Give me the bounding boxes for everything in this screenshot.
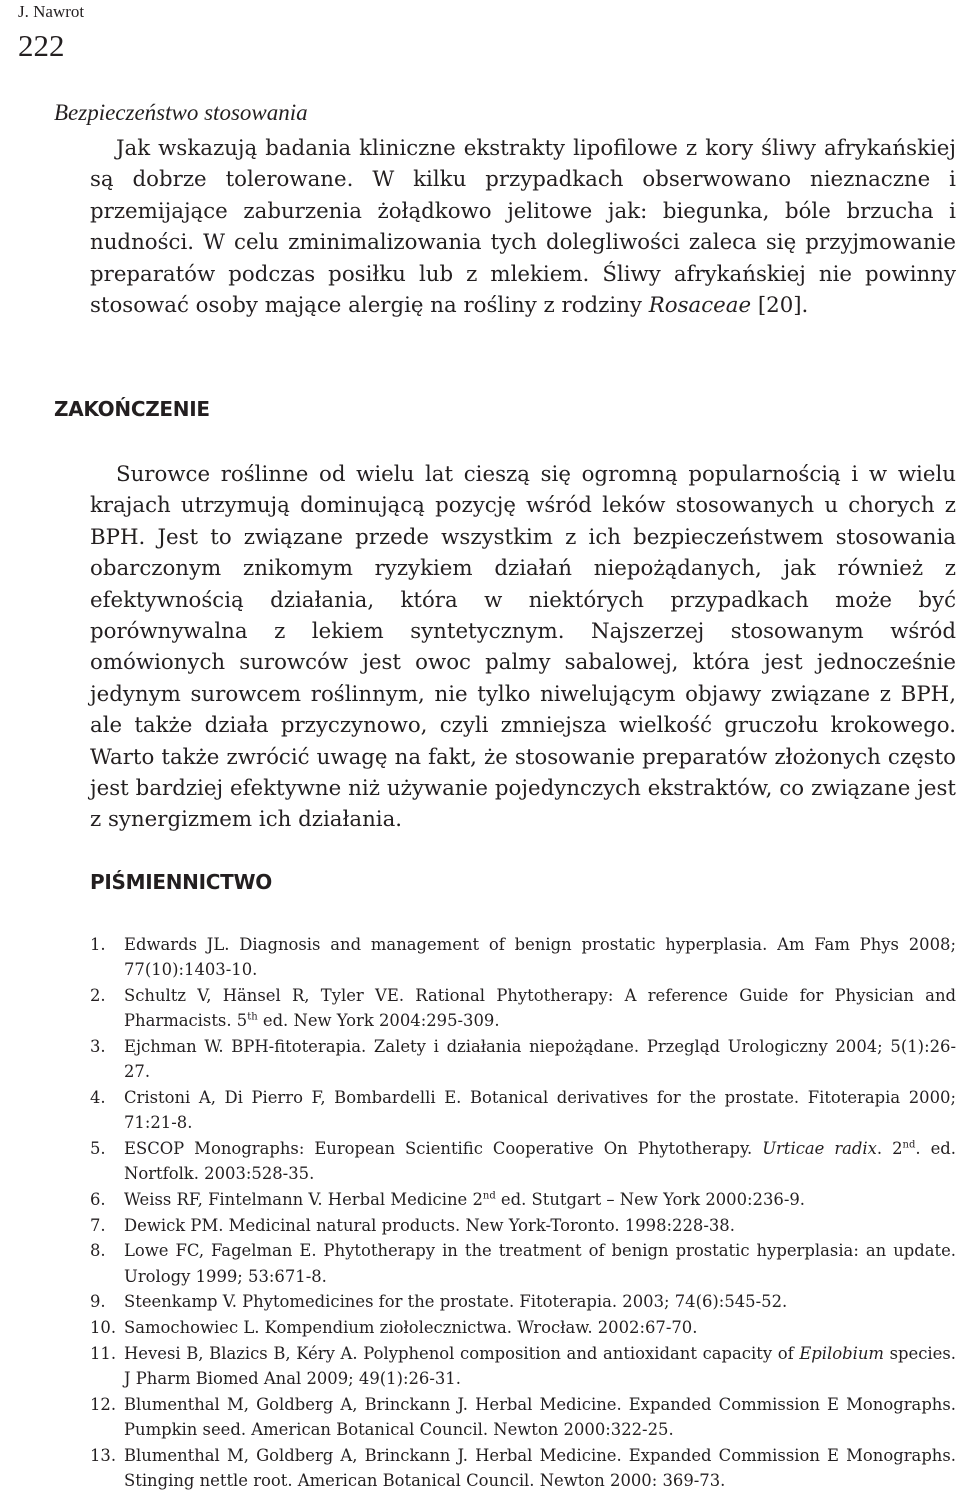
reference-text-part: ESCOP Monographs: European Scientific Cooperative On Phytotherapy.: [124, 1138, 763, 1158]
reference-text: Blumenthal M, Goldberg A, Brinckann J. Herbal Medicine. Expanded Commission E Monographs. Pumpkin seed. American Botanical Council. Newton 2000:322-25.: [124, 1394, 956, 1439]
reference-text: [124, 1136, 956, 1187]
reference-item: [90, 1034, 956, 1085]
reference-number: 1.: [90, 935, 106, 954]
reference-number: 6.: [90, 1189, 106, 1209]
conclusion-heading: ZAKOŃCZENIE: [54, 397, 210, 421]
reference-superscript: nd: [902, 1139, 916, 1151]
page-number: 222: [18, 28, 65, 63]
reference-text: [124, 983, 956, 1034]
reference-text: Cristoni A, Di Pierro F, Bombardelli E. Botanical derivatives for the prostate. Fitoterapia 2000; 71:21-8.: [124, 1087, 956, 1133]
reference-text: Blumenthal M, Goldberg A, Brinckann J. Herbal Medicine. Expanded Commission E Monographs. Stinging nettle root. American Botanical Council. Newton 2000: 369-73.: [124, 1445, 956, 1490]
reference-text-part: Schultz V, Hänsel R, Tyler VE. Rational Phytotherapy: A reference Guide for Physician and Pharmacists. 5: [124, 985, 956, 1031]
reference-item: [90, 1443, 956, 1493]
reference-number: 11.: [90, 1343, 117, 1363]
safety-text-end: [20].: [751, 293, 809, 319]
reference-item: [90, 1315, 956, 1340]
section-title-safety: Bezpieczeństwo stosowania: [54, 100, 308, 125]
reference-item: [90, 1392, 956, 1443]
conclusion-paragraph: Surowce roślinne od wielu lat cieszą się ogromną popularnością i w wielu krajach utrzymują dominującą pozycję wśród leków stosowanych u chorych z BPH. Jest to związane przede wszystkim z ich bezpieczeństwem stosowania obarczonym znikomym ryzykiem działań niepożądanych, jak również z efektywnością działania, która w niektórych przypadkach może być porównywalna z lekiem syntetycznym. Najszerzej stosowanym wśród omówionych surowców jest owoc palmy sabalowej, która jest jednocześnie jedynym surowcem roślinnym, nie tylko niwelującym objawy związane z BPH, ale także działa przyczynowo, czyli zmniejsza wielkość gruczołu krokowego. Warto także zwrócić uwagę na fakt, że stosowanie preparatów złożonych często jest bardziej efektywne niż używanie pojedynczych ekstraktów, co związane jest z synergizmem ich działania.: [90, 462, 956, 833]
reference-text: Steenkamp V. Phytomedicines for the prostate. Fitoterapia. 2003; 74(6):545-52.: [124, 1292, 788, 1312]
reference-number: 7.: [90, 1215, 106, 1235]
reference-item: [90, 1187, 956, 1212]
reference-superscript: nd: [482, 1190, 496, 1202]
reference-item: [90, 983, 956, 1034]
reference-item: [90, 932, 956, 983]
reference-text-part: ed. Stutgart – New York 2000:236-9.: [495, 1189, 806, 1209]
reference-superscript: th: [247, 1011, 258, 1023]
reference-number: 12.: [90, 1394, 117, 1414]
running-header: J. Nawrot: [18, 2, 85, 21]
reference-item: [90, 1238, 956, 1289]
reference-number: 5.: [90, 1138, 106, 1158]
safety-paragraph: [90, 133, 956, 321]
reference-text-part: species. J Pharm Biomed Anal 2009; 49(1):26-31.: [124, 1343, 956, 1388]
reference-number: 4.: [90, 1087, 106, 1107]
reference-text: Ejchman W. BPH-fitoterapia. Zalety i działania niepożądane. Przegląd Urologiczny 2004; 5(1):26-27.: [124, 1036, 956, 1082]
safety-text-start: Jak wskazują badania kliniczne ekstrakty lipofilowe z kory śliwy afrykańskiej są dobrze tolerowane. W kilku przypadkach obserwowano nieznaczne i przemijające zaburzenia żołądkowo jelitowe jak: biegunka, bóle brzucha i nudności. W celu zminimalizowania tych dolegliwości zaleca się przyjmowanie preparatów podczas posiłku lub z mlekiem. Śliwy afrykańskiej nie powinny stosować osoby mające alergię na rośliny z rodziny: [90, 136, 956, 319]
reference-item: [90, 1213, 956, 1238]
reference-text-part: . 2: [876, 1138, 903, 1158]
reference-number: 2.: [90, 985, 106, 1005]
reference-number: 10.: [90, 1317, 117, 1337]
references-heading: PIŚMIENNICTWO: [90, 870, 272, 894]
reference-number: 13.: [90, 1445, 117, 1465]
reference-text: Samochowiec L. Kompendium ziołolecznictwa. Wrocław. 2002:67-70.: [124, 1317, 698, 1337]
reference-text-part: Hevesi B, Blazics B, Kéry A. Polyphenol composition and antioxidant capacity of: [124, 1343, 800, 1363]
reference-number: 9.: [90, 1292, 106, 1312]
reference-item: [90, 1136, 956, 1187]
reference-text-part: . ed. Nortfolk. 2003:528-35.: [124, 1138, 956, 1184]
reference-text: [124, 1187, 956, 1212]
reference-number: 8.: [90, 1241, 106, 1261]
reference-text-part: ed. New York 2004:295-309.: [257, 1011, 500, 1031]
reference-text-part: Weiss RF, Fintelmann V. Herbal Medicine 2: [124, 1189, 483, 1209]
reference-item: [90, 1341, 956, 1392]
reference-text: Dewick PM. Medicinal natural products. New York-Toronto. 1998:228-38.: [124, 1215, 735, 1235]
reference-item: [90, 1085, 956, 1136]
reference-text: Lowe FC, Fagelman E. Phytotherapy in the treatment of benign prostatic hyperplasia: an update. Urology 1999; 53:671-8.: [124, 1241, 956, 1286]
reference-text: Edwards JL. Diagnosis and management of benign prostatic hyperplasia. Am Fam Phys 2008; 77(10):1403-10.: [124, 935, 956, 980]
reference-text: [124, 1341, 956, 1392]
reference-italic-term: Epilobium: [799, 1343, 884, 1363]
reference-item: [90, 1289, 956, 1314]
safety-italic-term: Rosaceae: [648, 293, 752, 319]
reference-italic-term: Urticae radix: [762, 1138, 877, 1158]
references-list: [90, 932, 956, 1493]
reference-number: 3.: [90, 1036, 106, 1056]
